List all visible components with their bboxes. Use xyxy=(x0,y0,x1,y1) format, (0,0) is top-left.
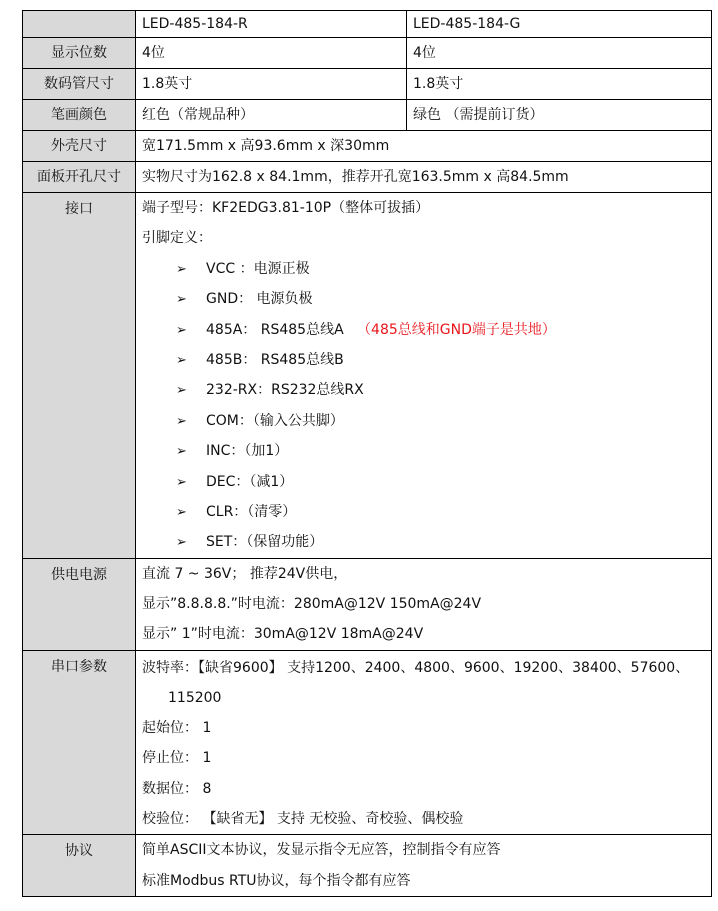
pin-text: 485A： RS485总线A xyxy=(206,321,344,338)
protocol-line: 标准Modbus RTU协议，每个指令都有应答 xyxy=(142,872,411,889)
model-green-header: LED-485-184-G xyxy=(407,11,712,38)
cutout-value: 实物尺寸为162.8 x 84.1mm，推荐开孔宽163.5mm x 高84.5mm xyxy=(136,162,712,193)
protocol-line: 简单ASCII文本协议，发显示指令无应答，控制指令有应答 xyxy=(142,842,501,859)
pin-item xyxy=(142,315,705,345)
arrow-bullet-icon: ➢ xyxy=(176,413,187,429)
pin-text: CLR：（清零） xyxy=(206,503,297,520)
power-row xyxy=(23,558,712,650)
arrow-bullet-icon: ➢ xyxy=(176,474,187,490)
serial-label: 串口参数 xyxy=(23,650,136,835)
housing-label: 外壳尺寸 xyxy=(23,131,136,162)
spec-table xyxy=(22,10,712,897)
power-cell xyxy=(136,558,712,650)
baud-rate-line-cont: 115200 xyxy=(168,689,222,706)
arrow-bullet-icon: ➢ xyxy=(176,352,187,368)
digits-row xyxy=(23,38,712,69)
header-row xyxy=(23,11,712,38)
power-line: 直流 7 ~ 36V； 推荐24V供电， xyxy=(142,565,348,582)
arrow-bullet-icon: ➢ xyxy=(176,444,187,460)
model-red-header: LED-485-184-R xyxy=(136,11,407,38)
pin-text: VCC ：电源正极 xyxy=(206,260,310,277)
arrow-bullet-icon: ➢ xyxy=(176,383,187,399)
stop-bit: 停止位： 1 xyxy=(142,750,212,767)
pin-item xyxy=(142,254,705,284)
power-line: 显示” 1”时电流：30mA@12V 18mA@24V xyxy=(142,626,424,643)
pin-item xyxy=(142,497,705,527)
pin-definition-title: 引脚定义： xyxy=(142,230,212,247)
header-empty-cell xyxy=(23,11,136,38)
pin-item xyxy=(142,345,705,375)
power-label: 供电电源 xyxy=(23,558,136,650)
arrow-bullet-icon: ➢ xyxy=(176,261,187,277)
pin-text: 485B： RS485总线B xyxy=(206,351,344,368)
arrow-bullet-icon: ➢ xyxy=(176,504,187,520)
pin-item xyxy=(142,527,705,557)
tube-size-red-value: 1.8英寸 xyxy=(136,69,407,100)
interface-label: 接口 xyxy=(23,193,136,559)
protocol-cell xyxy=(136,835,712,897)
housing-value: 宽171.5mm x 高93.6mm x 深30mm xyxy=(136,131,712,162)
pin-text: GND： 电源负极 xyxy=(206,291,313,308)
pin-text: DEC：（减1） xyxy=(206,473,294,490)
digits-red-value: 4位 xyxy=(136,38,407,69)
terminal-model: 端子型号：KF2EDG3.81-10P（整体可拔插） xyxy=(142,200,430,216)
data-bits: 数据位： 8 xyxy=(142,780,212,797)
protocol-label: 协议 xyxy=(23,835,136,897)
serial-row xyxy=(23,650,712,835)
pin-item xyxy=(142,375,705,405)
pin-item xyxy=(142,436,705,466)
start-bit: 起始位： 1 xyxy=(142,719,212,736)
digits-green-value: 4位 xyxy=(407,38,712,69)
tube-size-row xyxy=(23,69,712,100)
stroke-color-row xyxy=(23,100,712,131)
stroke-color-red-value: 红色（常规品种） xyxy=(136,100,407,131)
cutout-label: 面板开孔尺寸 xyxy=(23,162,136,193)
housing-row xyxy=(23,131,712,162)
pin-item xyxy=(142,284,705,314)
tube-size-label: 数码管尺寸 xyxy=(23,69,136,100)
pin-text: COM：（输入公共脚） xyxy=(206,412,344,429)
interface-cell xyxy=(136,193,712,559)
tube-size-green-value: 1.8英寸 xyxy=(407,69,712,100)
arrow-bullet-icon: ➢ xyxy=(176,535,187,551)
stroke-color-green-value: 绿色 （需提前订货） xyxy=(407,100,712,131)
parity: 校验位： 【缺省无】 支持 无校验、奇校验、偶校验 xyxy=(142,811,464,828)
baud-rate xyxy=(142,651,705,713)
digits-label: 显示位数 xyxy=(23,38,136,69)
serial-cell xyxy=(136,650,712,835)
shared-ground-note: （485总线和GND端子是共地） xyxy=(357,321,556,338)
pin-text: 232-RX：RS232总线RX xyxy=(206,382,364,399)
baud-rate-line: 波特率：【缺省9600】 支持1200、2400、4800、9600、19200、38400、57600、 xyxy=(142,659,690,676)
protocol-row xyxy=(23,835,712,897)
power-line: 显示”8.8.8.8.”时电流：280mA@12V 150mA@24V xyxy=(142,596,482,613)
pin-text: INC：（加1） xyxy=(206,443,289,460)
interface-row xyxy=(23,193,712,559)
arrow-bullet-icon: ➢ xyxy=(176,322,187,338)
stroke-color-label: 笔画颜色 xyxy=(23,100,136,131)
arrow-bullet-icon: ➢ xyxy=(176,292,187,308)
pin-item xyxy=(142,467,705,497)
pin-item xyxy=(142,406,705,436)
cutout-row xyxy=(23,162,712,193)
pin-text: SET：（保留功能） xyxy=(206,534,324,551)
